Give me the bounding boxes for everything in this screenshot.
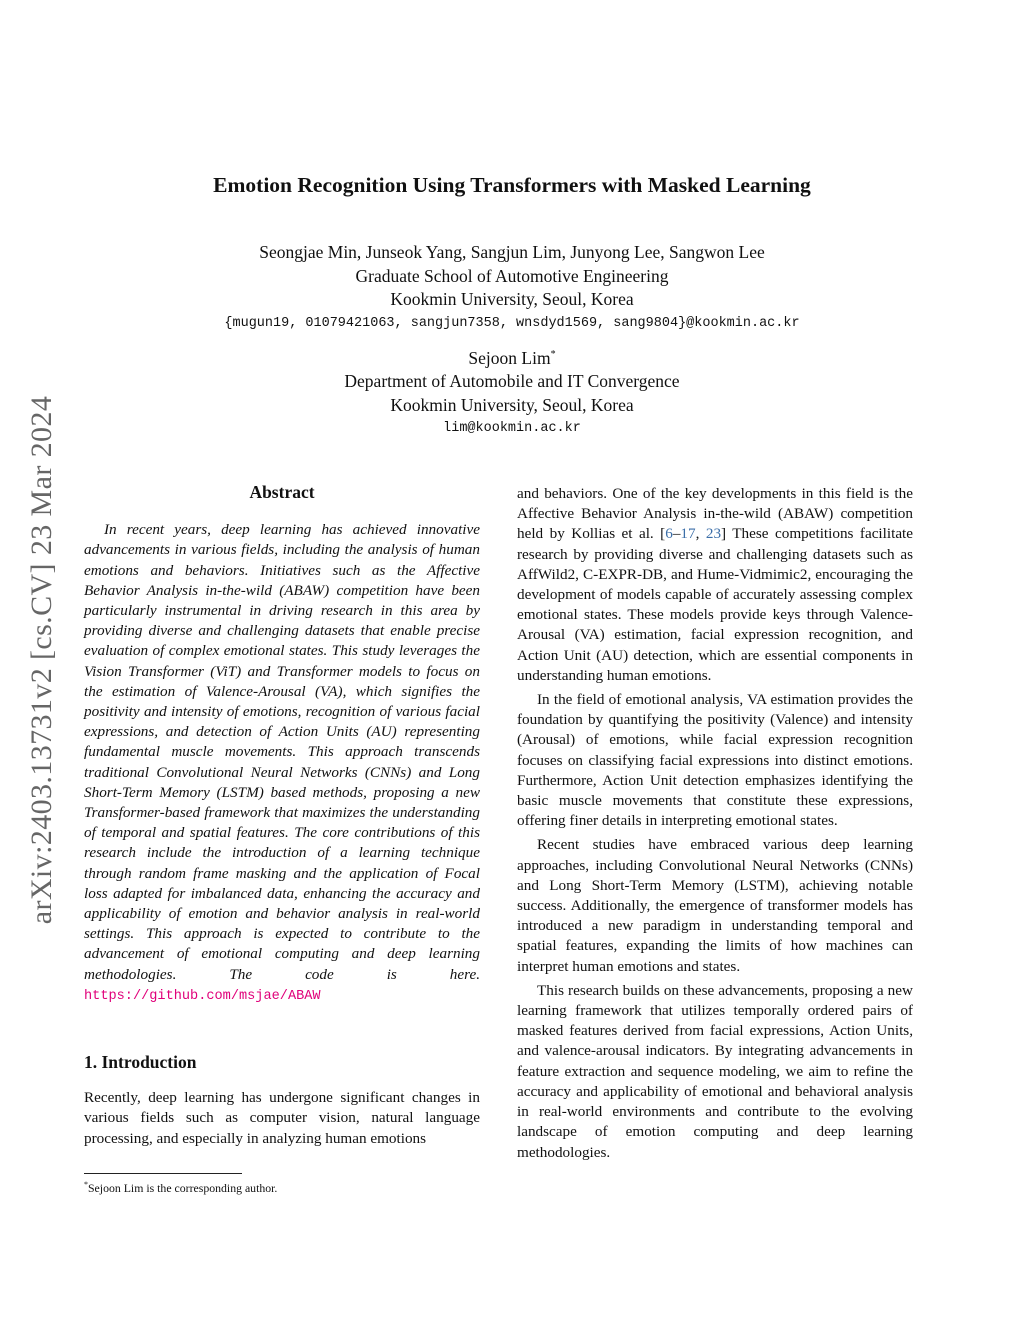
corresponding-author-name: Sejoon Lim bbox=[468, 347, 551, 368]
arxiv-stamp-text: arXiv:2403.13731v2 [cs.CV] 23 Mar 2024 bbox=[25, 395, 58, 925]
intro-paragraph-4: This research builds on these advancements, proposing a new learning framework that utilizes temporally ordered pairs of masked features derived from facial expressions, Action Units, and valence-arousal indicators. By integrating advancements in feature extraction and sequence modeling, we aim to refine the accuracy and applicability of emotional and behavioral analysis in real-world environments and contribute to the evolving landscape of emotion computing and deep learning methodologies. bbox=[517, 981, 913, 1161]
citation-separator: , bbox=[695, 525, 706, 543]
abstract-heading: Abstract bbox=[249, 482, 315, 502]
corresponding-department: Department of Automobile and IT Convergence bbox=[344, 371, 680, 392]
footnote bbox=[84, 1180, 277, 1196]
arxiv-stamp bbox=[16, 355, 68, 965]
footnote-mark: * bbox=[84, 1180, 88, 1189]
corresponding-author-block bbox=[100, 343, 924, 441]
abstract-text bbox=[84, 520, 480, 1007]
intro-p1-cont-a: and behaviors. One of the key developments in this field is the Affective Behavior Analysis in-the-wild (ABAW) competition held by Kollias et al. [ bbox=[517, 485, 913, 543]
intro-paragraph-1-continued bbox=[517, 484, 913, 686]
intro-p1-cont-b: ] These competitions facilitate research by providing diverse and challenging datasets such as AffWild2, C-EXPR-DB, and Hume-Vidmimic2, encouraging the development of models capable of accurately assessing complex emotional states. These models provide keys through Valence-Arousal (VA) estimation, facial expression recognition, and Action Unit (AU) detection, which are essential components in understanding human emotions. bbox=[517, 525, 914, 684]
paper-title: Emotion Recognition Using Transformers with Masked Learning bbox=[213, 173, 811, 197]
citation-17[interactable]: 17 bbox=[680, 525, 696, 543]
intro-paragraph-2: In the field of emotional analysis, VA estimation provides the foundation by quantifying the positivity (Valence) and intensity (Arousal) of emotions, while facial expression recognition focuses on classifying facial expressions into distinct emotions. Furthermore, Action Unit detection emphasizes identifying the basic muscle movements that constitute these expressions, offering finer details in interpreting emotional states. bbox=[517, 691, 913, 830]
intro-paragraph-3: Recent studies have embraced various deep learning approaches, including Convolutional Neural Networks (CNNs) and Long Short-Term Memory (LSTM), achieving notable success. Additionally, the emergence of transformer models has introduced a new paradigm in understanding temporal and spatial features, expanding the limits of how machines can interpret human emotions and states. bbox=[517, 836, 913, 975]
author-names: Seongjae Min, Junseok Yang, Sangjun Lim, Junyong Lee, Sangwon Lee bbox=[259, 242, 765, 262]
affiliation-university: Kookmin University, Seoul, Korea bbox=[390, 289, 634, 309]
introduction-heading: 1. Introduction bbox=[84, 1052, 197, 1073]
citation-dash: – bbox=[672, 525, 681, 543]
citation-6[interactable]: 6 bbox=[665, 525, 673, 543]
corresponding-email: lim@kookmin.ac.kr bbox=[443, 421, 581, 437]
right-column bbox=[517, 484, 913, 1163]
author-emails: {mugun19, 01079421063, sangjun7358, wnsdyd1569, sang9804}@kookmin.ac.kr bbox=[224, 315, 800, 331]
corresponding-university: Kookmin University, Seoul, Korea bbox=[390, 394, 634, 415]
abstract-body: In recent years, deep learning has achieved innovative advancements in various fields, including the analysis of human emotions and behaviors. Initiatives such as the Affective Behavior Analysis in-the-wild (ABAW) competition have been particularly instrumental in driving research in this area by providing diverse and challenging datasets that enable precise evaluation of complex emotional states. This study leverages the Vision Transformer (ViT) and Transformer models to focus on the estimation of Valence-Arousal (VA), which signifies the positivity and intensity of emotions, recognition of various facial expressions, and detection of Action Units (AU) representing fundamental muscle movements. This approach transcends traditional Convolutional Neural Networks (CNNs) and Long Short-Term Memory (LSTM) based methods, proposing a new Transformer-based framework that maximizes the understanding of temporal and spatial features. The core contributions of this research include the introduction of a learning technique through random frame masking and the application of Focal loss adapted for imbalanced data, enhancing the accuracy and applicability of emotion and behavior analysis in real-world settings. This approach is expected to contribute to the advancement of emotional computing and deep learning methodologies. The code is here. bbox=[84, 521, 480, 983]
code-link[interactable]: https://github.com/msjae/ABAW bbox=[84, 988, 321, 1004]
citation-23[interactable]: 23 bbox=[705, 525, 722, 543]
footnote-rule bbox=[84, 1173, 242, 1174]
author-block bbox=[100, 241, 924, 335]
corresponding-author-line bbox=[100, 343, 924, 370]
intro-paragraph-1: Recently, deep learning has undergone significant changes in various fields such as computer vision, natural language processing, and especially in analyzing human emotions bbox=[84, 1089, 480, 1147]
left-column bbox=[84, 482, 480, 1149]
affiliation-school: Graduate School of Automotive Engineering bbox=[355, 265, 669, 286]
footnote-text: Sejoon Lim is the corresponding author. bbox=[88, 1180, 278, 1195]
corresponding-mark: * bbox=[550, 349, 556, 360]
